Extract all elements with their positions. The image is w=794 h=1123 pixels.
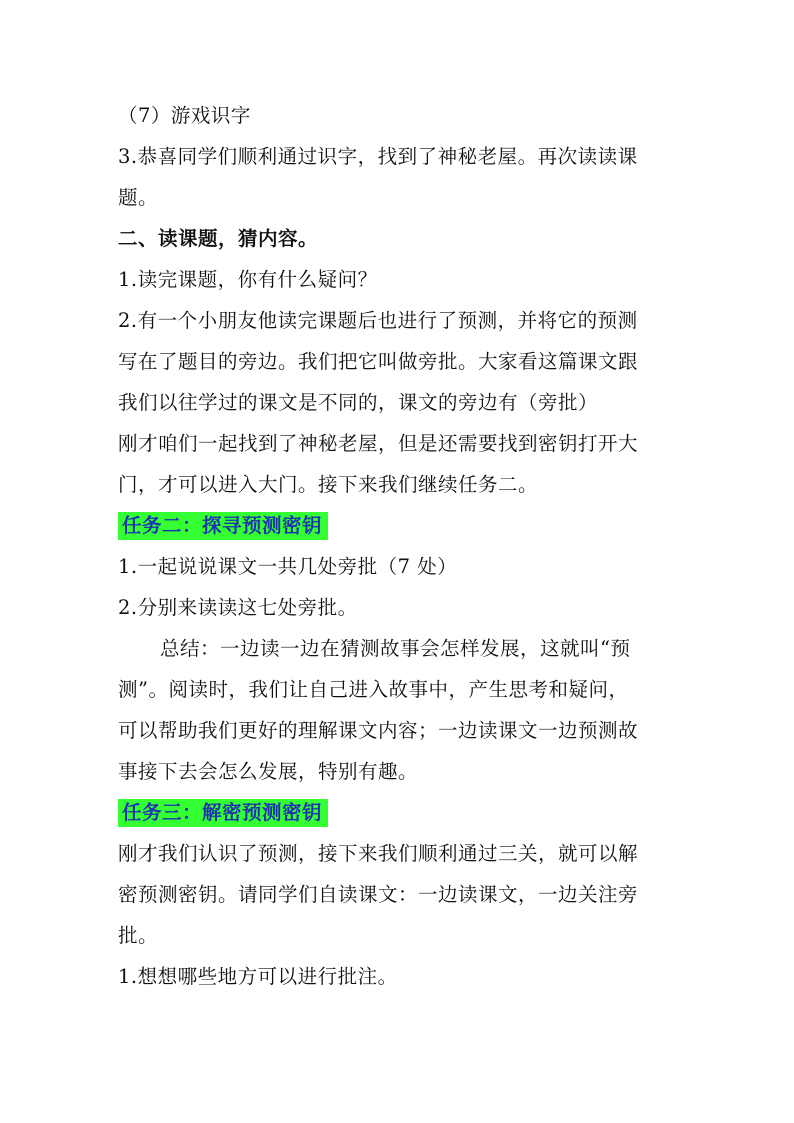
- paragraph-line: 写在了题目的旁边。我们把它叫做旁批。大家看这篇课文跟: [118, 350, 639, 373]
- paragraph-line: 门，才可以进入大门。接下来我们继续任务二。: [118, 473, 539, 496]
- summary-line: 总结：一边读一边在猜测故事会怎样发展，这就叫“预: [160, 637, 631, 660]
- paragraph-line: 批。: [118, 924, 159, 947]
- paragraph-line: 1.读完课题，你有什么疑问？: [118, 268, 378, 291]
- paragraph-line: 2.分别来读读这七处旁批。: [118, 596, 358, 619]
- paragraph-line: 3.恭喜同学们顺利通过识字，找到了神秘老屋。再次读读课: [118, 145, 638, 168]
- task-heading-line: [118, 792, 698, 833]
- document-body: [118, 95, 698, 997]
- task-three-heading: 任务三：解密预测密钥: [118, 799, 328, 827]
- paragraph-line: （7）游戏识字: [118, 104, 251, 127]
- paragraph-line: 我们以往学过的课文是不同的，课文的旁边有（旁批）: [118, 391, 599, 414]
- paragraph-line: 1.想想哪些地方可以进行批注。: [118, 965, 398, 988]
- paragraph-line: 2.有一个小朋友他读完课题后也进行了预测，并将它的预测: [118, 309, 638, 332]
- paragraph-line: 事接下去会怎么发展，特别有趣。: [118, 760, 419, 783]
- paragraph-line: 密预测密钥。请同学们自读课文：一边读课文，一边关注旁: [118, 883, 639, 906]
- task-two-heading: 任务二：探寻预测密钥: [118, 512, 328, 540]
- paragraph-line: 1.一起说说课文一共几处旁批（7 处）: [118, 555, 458, 578]
- paragraph-line: 刚才咱们一起找到了神秘老屋，但是还需要找到密钥打开大: [118, 432, 639, 455]
- section-heading: 二、读课题，猜内容。: [118, 227, 319, 250]
- paragraph-line: 题。: [118, 186, 159, 209]
- paragraph-line: 测”。阅读时，我们让自己进入故事中，产生思考和疑问，: [118, 678, 629, 701]
- paragraph-line: 可以帮助我们更好的理解课文内容；一边读课文一边预测故: [118, 719, 639, 742]
- paragraph-line: 刚才我们认识了预测，接下来我们顺利通过三关，就可以解: [118, 842, 639, 865]
- task-heading-line: [118, 505, 698, 546]
